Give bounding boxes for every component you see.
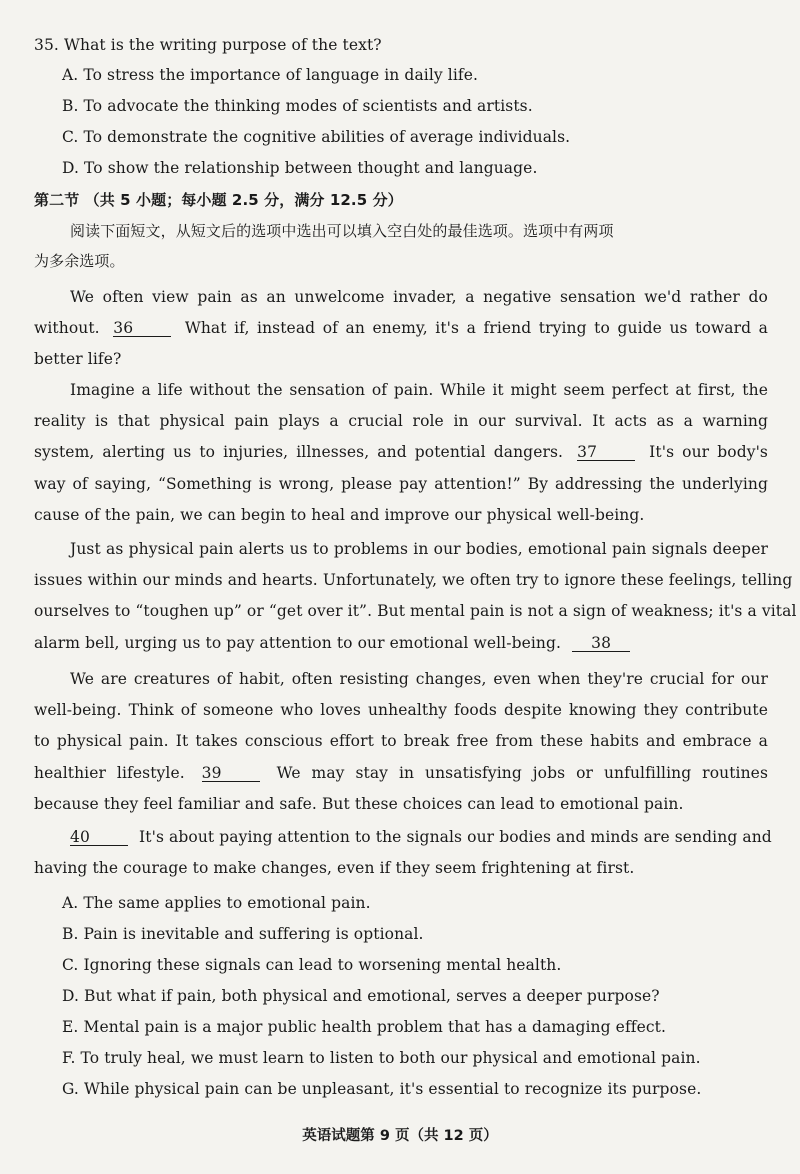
passage-p3-line-4: alarm bell, urging us to pay attention to our emotional well-being. 38	[34, 634, 636, 652]
blank-38: 38	[572, 636, 630, 652]
choice-b: B. Pain is inevitable and suffering is optional.	[62, 925, 424, 943]
passage-p1-line-1: We often view pain as an unwelcome invader, a negative sensation we'd rather do	[70, 288, 768, 306]
passage-p4-line-5: because they feel familiar and safe. But these choices can lead to emotional pain.	[34, 795, 684, 813]
passage-p3-line-3: ourselves to “toughen up” or “get over it”. But mental pain is not a sign of weakness; it's a vital	[34, 602, 797, 620]
section-instruction-line-2: 为多余选项。	[34, 252, 125, 270]
blank-37: 37	[577, 445, 635, 461]
section-instruction-line-1: 阅读下面短文，从短文后的选项中选出可以填入空白处的最佳选项。选项中有两项	[70, 222, 614, 240]
choice-e: E. Mental pain is a major public health problem that has a damaging effect.	[62, 1018, 667, 1036]
choice-g: G. While physical pain can be unpleasant, it's essential to recognize its purpose.	[62, 1080, 702, 1098]
passage-p1-line-3: better life?	[34, 350, 122, 368]
question-35-option-b: B. To advocate the thinking modes of scientists and artists.	[62, 97, 533, 115]
blank-39: 39	[202, 766, 260, 782]
passage-p5-line-1: 40 It's about paying attention to the signals our bodies and minds are sending and	[70, 828, 772, 846]
passage-p5-line-2: having the courage to make changes, even if they seem frightening at first.	[34, 859, 635, 877]
question-35-option-c: C. To demonstrate the cognitive abilities of average individuals.	[62, 128, 571, 146]
choice-f: F. To truly heal, we must learn to listen to both our physical and emotional pain.	[62, 1049, 701, 1067]
passage-p3-line-2: issues within our minds and hearts. Unfortunately, we often try to ignore these feelings, telling	[34, 571, 793, 589]
passage-p2-line-5: cause of the pain, we can begin to heal and improve our physical well-being.	[34, 506, 645, 524]
question-35-option-d: D. To show the relationship between thought and language.	[62, 159, 538, 177]
choice-d: D. But what if pain, both physical and emotional, serves a deeper purpose?	[62, 987, 660, 1005]
passage-p2-line-2: reality is that physical pain plays a crucial role in our survival. It acts as a warning	[34, 412, 768, 430]
blank-36: 36	[113, 321, 171, 337]
section-heading: 第二节 （共 5 小题；每小题 2.5 分，满分 12.5 分）	[34, 191, 403, 209]
passage-p4-line-3: to physical pain. It takes conscious effort to break free from these habits and embrace a	[34, 732, 768, 750]
passage-p1-line-2: without. 36 What if, instead of an enemy, it's a friend trying to guide us toward a	[34, 319, 769, 337]
question-35-option-a: A. To stress the importance of language in daily life.	[62, 66, 479, 84]
passage-p2-line-1: Imagine a life without the sensation of pain. While it might seem perfect at first, the	[70, 381, 768, 399]
passage-p2-line-3: system, alerting us to injuries, illnesses, and potential dangers. 37 It's our body's	[34, 443, 768, 461]
choice-a: A. The same applies to emotional pain.	[62, 894, 371, 912]
passage-p4-line-2: well-being. Think of someone who loves unhealthy foods despite knowing they contribute	[34, 701, 768, 719]
passage-p4-line-4: healthier lifestyle. 39 We may stay in unsatisfying jobs or unfulfilling routines	[34, 764, 769, 782]
page-footer: 英语试题第 9 页（共 12 页）	[302, 1128, 498, 1144]
choice-c: C. Ignoring these signals can lead to worsening mental health.	[62, 956, 562, 974]
question-35-stem: 35. What is the writing purpose of the text?	[34, 36, 382, 54]
passage-p4-line-1: We are creatures of habit, often resisting changes, even when they're crucial for our	[70, 670, 768, 688]
passage-p2-line-4: way of saying, “Something is wrong, please pay attention!” By addressing the underlying	[34, 475, 768, 493]
blank-40: 40	[70, 830, 128, 846]
passage-p3-line-1: Just as physical pain alerts us to problems in our bodies, emotional pain signals deeper	[70, 540, 768, 558]
